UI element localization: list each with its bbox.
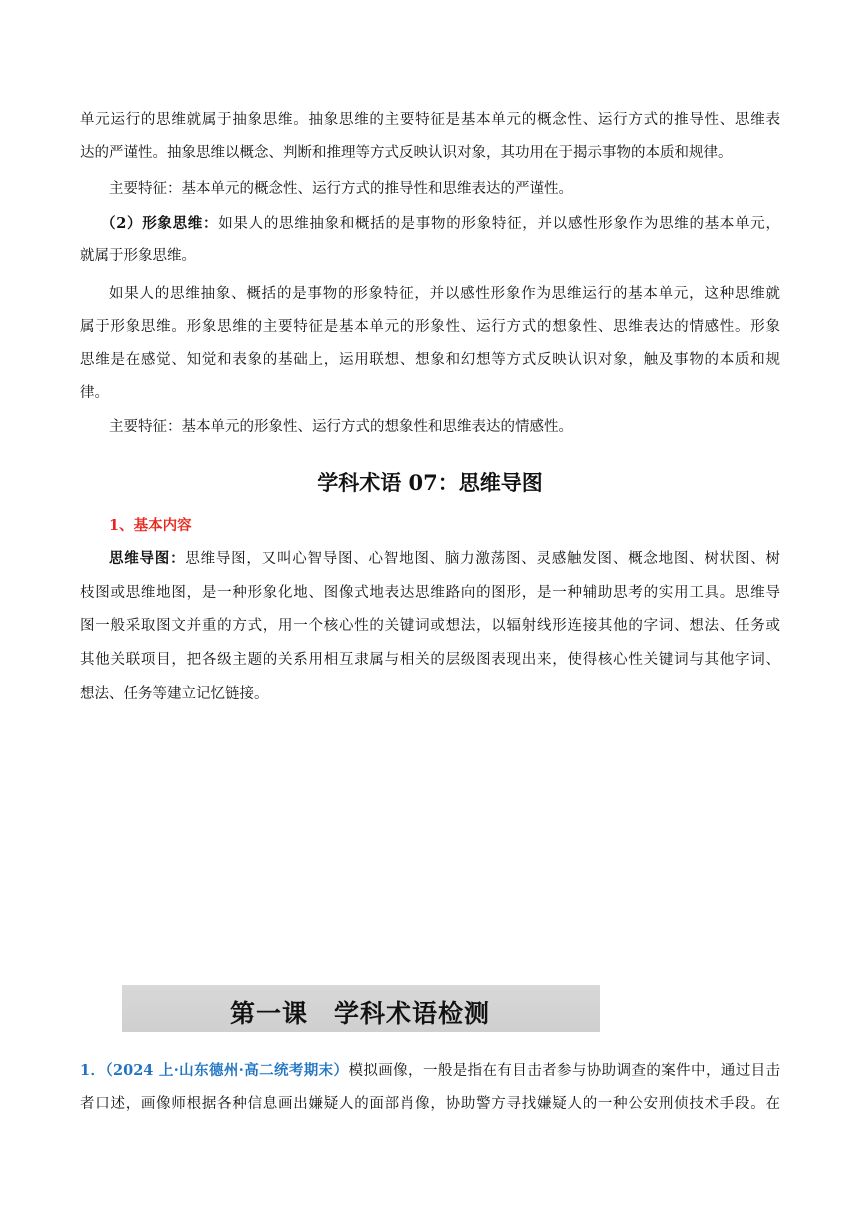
- paragraph-line: 思维是在感觉、知觉和表象的基础上，运用联想、想象和幻想等方式反映认识对象，触及事物的本质和规: [80, 352, 780, 368]
- term-text: 如果人的思维抽象和概括的是事物的形象特征，并以感性形象作为思维的基本单元，: [218, 216, 781, 232]
- lesson-banner: [122, 985, 600, 1032]
- subheading: 1、基本内容: [109, 517, 192, 534]
- question-line: 者口述，画像师根据各种信息画出嫌疑人的面部肖像，协助警方寻找嫌疑人的一种公安刑侦技术手段。在: [80, 1096, 780, 1112]
- paragraph-line: 单元运行的思维就属于抽象思维。抽象思维的主要特征是基本单元的概念性、运行方式的推导性、思维表: [80, 112, 780, 128]
- paragraph-line: 律。: [80, 385, 109, 401]
- paragraph-line: 就属于形象思维。: [80, 248, 196, 264]
- term-label: 思维导图：: [109, 550, 186, 567]
- paragraph-line: 其他关联项目，把各级主题的关系用相互隶属与相关的层级图表现出来，使得核心性关键词与其他字词、: [80, 652, 780, 668]
- term-text: 思维导图，又叫心智导图、心智地图、脑力激荡图、灵感触发图、概念地图、树状图、树: [185, 551, 781, 567]
- paragraph-line: [109, 549, 780, 569]
- paragraph-line: 达的严谨性。抽象思维以概念、判断和推理等方式反映认识对象，其功用在于揭示事物的本质和规律。: [80, 145, 733, 161]
- paragraph-line: 想法、任务等建立记忆链接。: [80, 686, 269, 702]
- paragraph-line: 如果人的思维抽象、概括的是事物的形象特征，并以感性形象作为思维运行的基本单元，这种思维就: [109, 286, 780, 302]
- paragraph-line: 图一般采取图文并重的方式，用一个核心性的关键词或想法，以辐射线形连接其他的字词、想法、任务或: [80, 618, 780, 634]
- paragraph-line: 枝图或思维地图，是一种形象化地、图像式地表达思维路向的图形，是一种辅助思考的实用工具。思维导: [80, 585, 780, 601]
- paragraph-line: 主要特征：基本单元的概念性、运行方式的推导性和思维表达的严谨性。: [109, 181, 573, 197]
- question-line: [80, 1061, 780, 1081]
- paragraph-line: 主要特征：基本单元的形象性、运行方式的想象性和思维表达的情感性。: [109, 419, 573, 435]
- paragraph-line: [101, 214, 780, 234]
- paragraph-line: 属于形象思维。形象思维的主要特征是基本单元的形象性、运行方式的想象性、思维表达的情感性。形象: [80, 319, 780, 335]
- question-number: 1．: [80, 1062, 106, 1079]
- banner-title: 第一课 学科术语检测: [230, 999, 491, 1028]
- section-title: 学科术语 07：思维导图: [317, 470, 543, 495]
- question-source: （2024 上·山东德州·高二统考期末）: [105, 1062, 349, 1079]
- term-label: （2）形象思维：: [101, 215, 219, 232]
- question-text: 模拟画像，一般是指在有目击者参与协助调查的案件中，通过目击: [348, 1063, 781, 1079]
